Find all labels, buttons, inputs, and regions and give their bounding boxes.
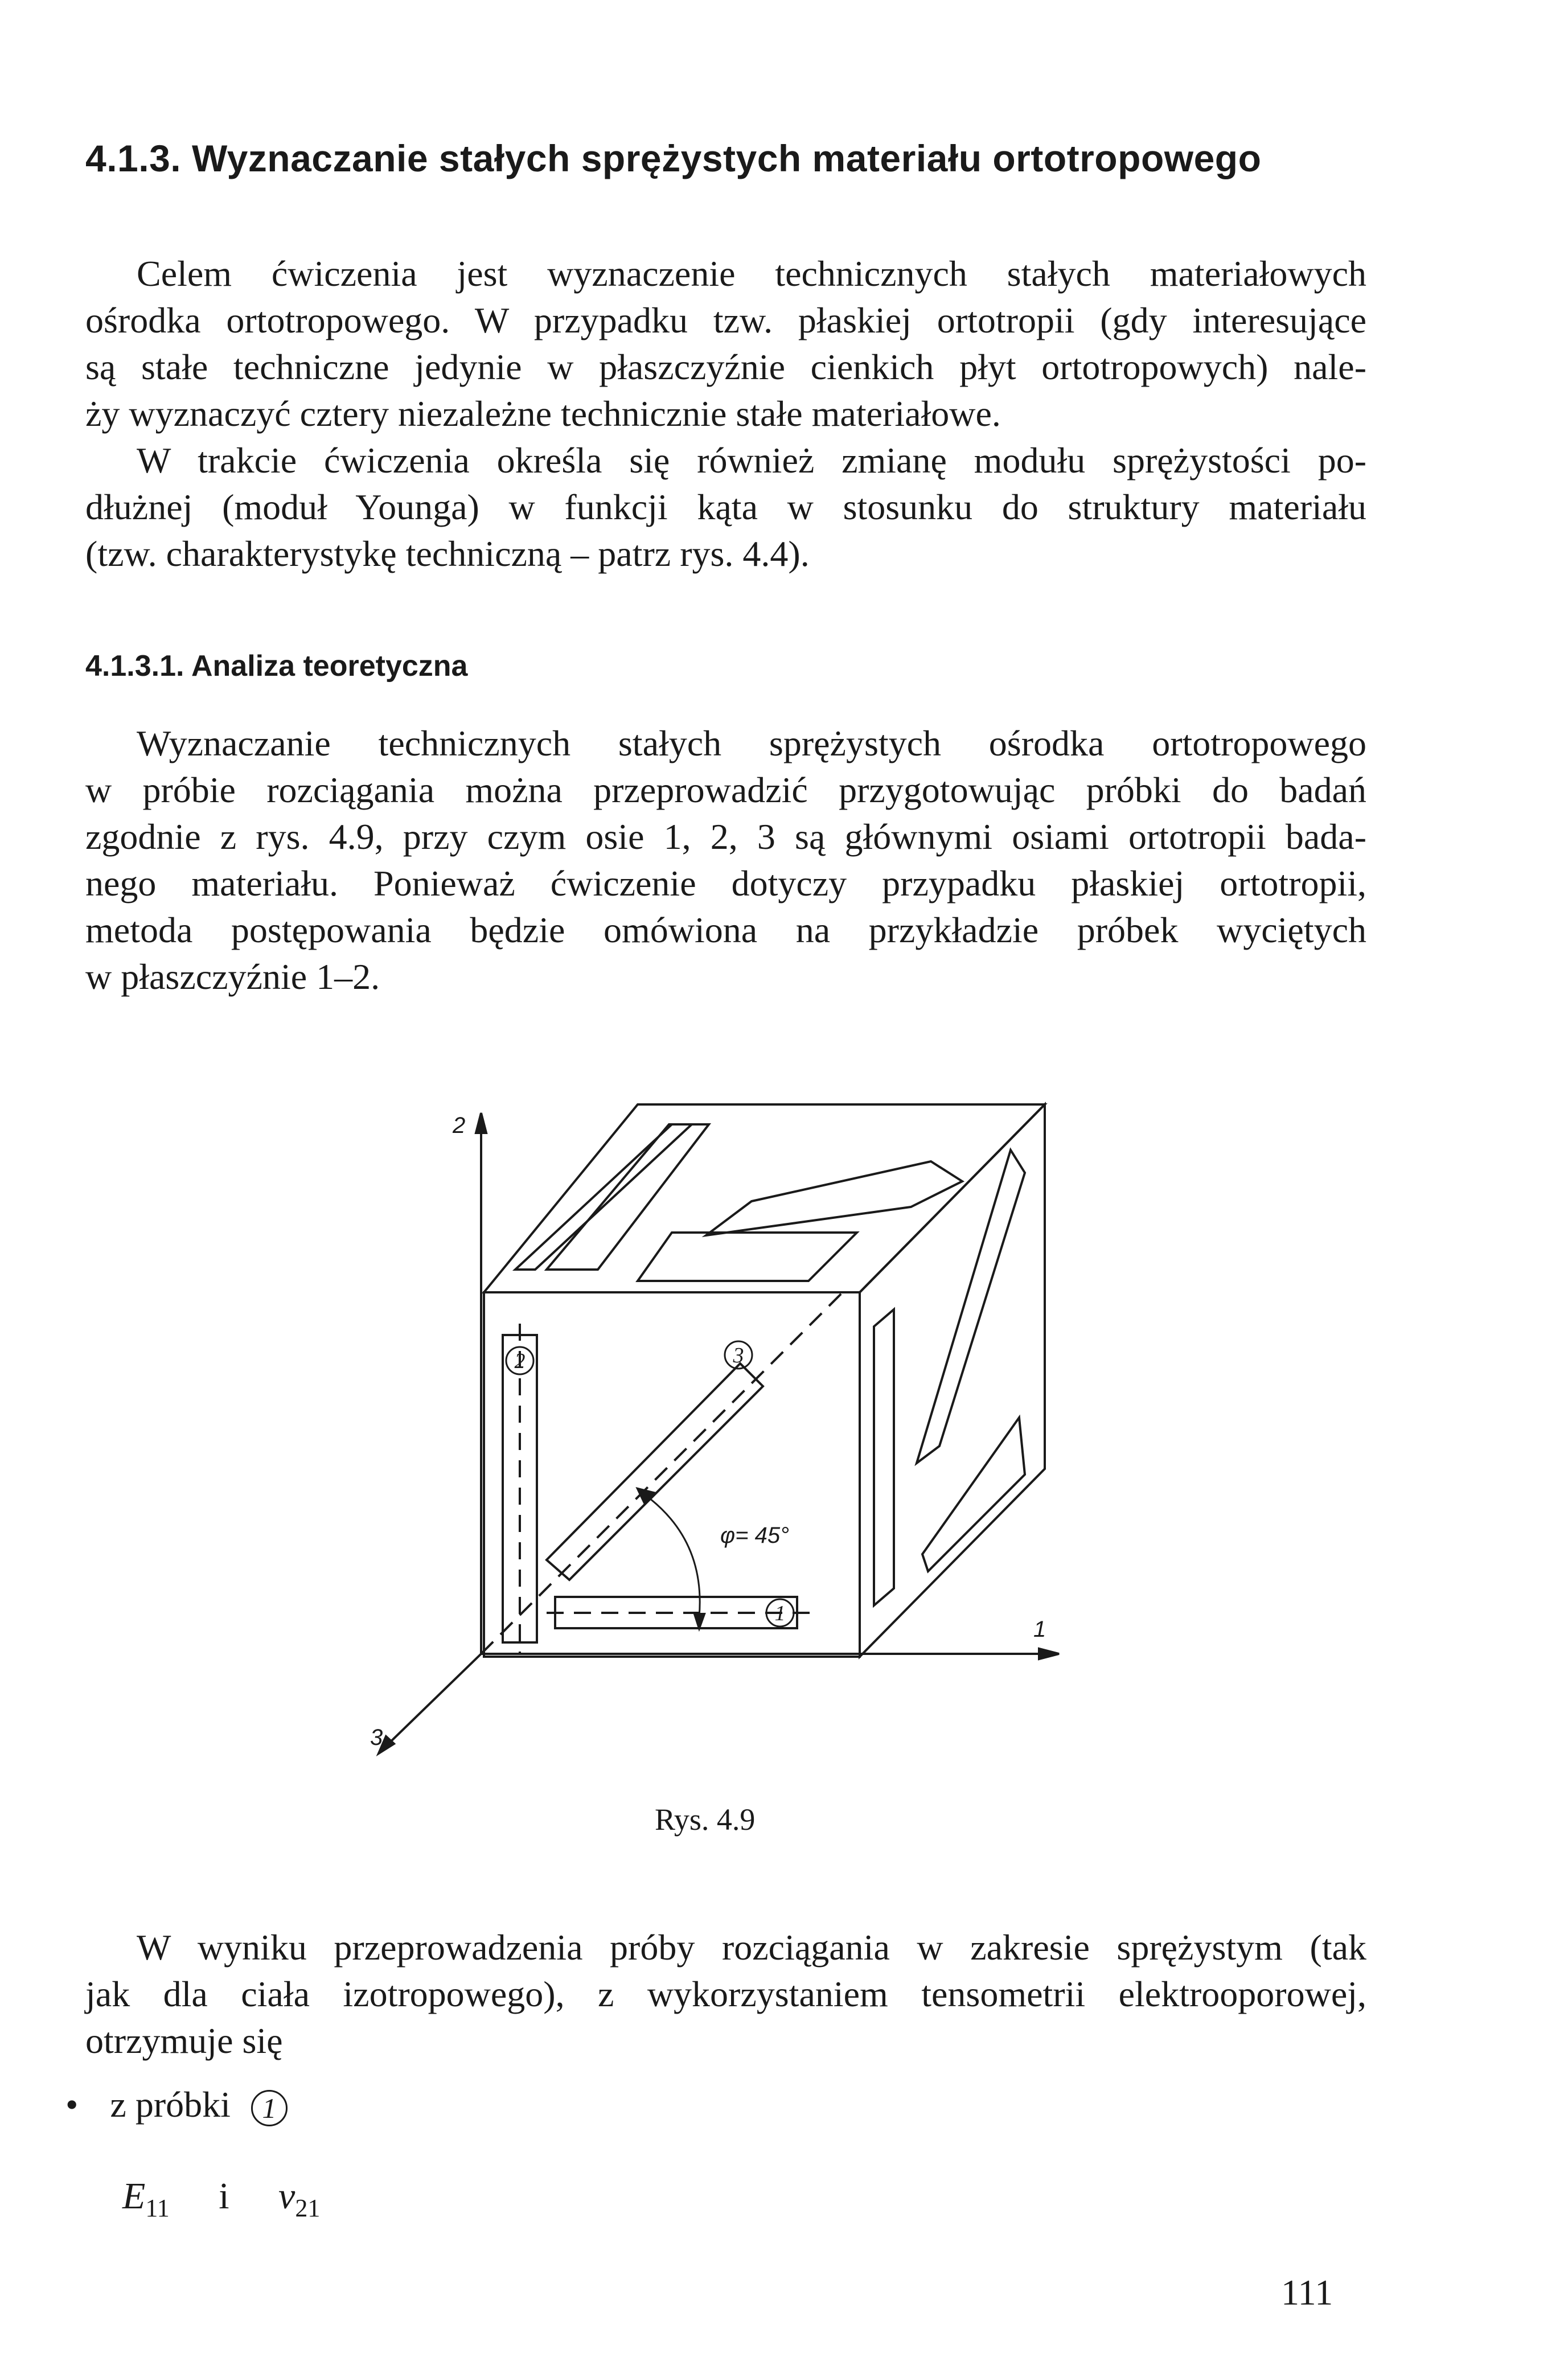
right-strip bbox=[874, 1309, 894, 1605]
sample-3-axis bbox=[481, 1292, 843, 1654]
right-strip bbox=[922, 1418, 1025, 1571]
intro-paragraph bbox=[85, 250, 1366, 437]
text-line: metoda postępowania będzie omówiona na przykładzie próbek wyciętych bbox=[85, 910, 1366, 950]
text-line: otrzymuje się bbox=[85, 2020, 283, 2061]
text-line: nego materiału. Ponieważ ćwiczenie dotyczy przypadku płaskiej ortotropii, bbox=[85, 863, 1366, 903]
axis-2-label: 2 bbox=[453, 1113, 466, 1138]
sample-2-label: 2 bbox=[514, 1349, 526, 1373]
bullet-marker: • bbox=[65, 2084, 79, 2125]
second-paragraph bbox=[85, 437, 1366, 577]
axis-3-label: 3 bbox=[370, 1725, 383, 1750]
top-strip bbox=[706, 1161, 962, 1235]
axis-3-line bbox=[384, 1654, 481, 1748]
nu-subscript: 21 bbox=[295, 2194, 321, 2223]
text-line: w płaszczyźnie 1–2. bbox=[85, 956, 380, 997]
top-strip bbox=[638, 1233, 857, 1281]
text-line: zgodnie z rys. 4.9, przy czym osie 1, 2, 3 są głównymi osiami ortotropii bada- bbox=[85, 816, 1366, 857]
sample-1-label: 1 bbox=[774, 1601, 786, 1625]
page-number: 111 bbox=[1281, 2272, 1333, 2313]
bullet-text: z próbki bbox=[110, 2084, 231, 2125]
section-heading: 4.1.3. Wyznaczanie stałych sprężystych materiału ortotropowego bbox=[85, 137, 1262, 179]
e-subscript: 11 bbox=[145, 2194, 170, 2223]
axis-1-label: 1 bbox=[1033, 1617, 1046, 1642]
text-line: w próbie rozciągania można przeprowadzić przygotowując próbki do badań bbox=[85, 770, 1366, 810]
sample-1 bbox=[555, 1597, 797, 1628]
angle-arrow-top bbox=[638, 1489, 654, 1503]
formula bbox=[122, 2175, 320, 2223]
figure-caption: Rys. 4.9 bbox=[655, 1802, 756, 1837]
angle-label: φ= 45° bbox=[720, 1523, 790, 1548]
result-paragraph bbox=[85, 1924, 1366, 2064]
bullet-item bbox=[65, 2084, 288, 2126]
cube-figure bbox=[342, 1082, 1139, 1793]
text-line: są stałe techniczne jedynie w płaszczyźnie cienkich płyt ortotropowych) nale- bbox=[85, 347, 1366, 387]
cube-front-face bbox=[484, 1292, 860, 1657]
text-line: (tzw. charakterystykę techniczną – patrz rys. 4.4). bbox=[85, 533, 810, 574]
axis-1-arrow bbox=[1039, 1649, 1059, 1659]
analysis-paragraph bbox=[85, 720, 1366, 1000]
text-line: ży wyznaczyć cztery niezależne technicznie stałe materiałowe. bbox=[85, 393, 1001, 434]
top-strip bbox=[547, 1124, 709, 1270]
text-line: W trakcie ćwiczenia określa się również zmianę modułu sprężystości po- bbox=[137, 440, 1366, 480]
conjunction: i bbox=[219, 2175, 229, 2217]
angle-arrow-bottom bbox=[695, 1614, 704, 1628]
nu-symbol: ν bbox=[278, 2175, 295, 2217]
axis-2-arrow bbox=[476, 1113, 486, 1133]
text-line: W wyniku przeprowadzenia próby rozciągania w zakresie sprężystym (tak bbox=[137, 1927, 1366, 1968]
subsection-heading: 4.1.3.1. Analiza teoretyczna bbox=[85, 650, 468, 683]
sample-3-label: 3 bbox=[733, 1344, 744, 1367]
text-line: Celem ćwiczenia jest wyznaczenie technicznych stałych materiałowych bbox=[137, 253, 1366, 294]
text-line: Wyznaczanie technicznych stałych sprężystych ośrodka ortotropowego bbox=[137, 723, 1366, 763]
text-line: dłużnej (moduł Younga) w funkcji kąta w stosunku do struktury materiału bbox=[85, 487, 1366, 527]
e-symbol: E bbox=[122, 2175, 146, 2217]
text-line: jak dla ciała izotropowego), z wykorzystaniem tensometrii elektrooporowej, bbox=[85, 1974, 1366, 2014]
bullet-sample-circle: 1 bbox=[251, 2090, 288, 2126]
text-line: ośrodka ortotropowego. W przypadku tzw. płaskiej ortotropii (gdy interesujące bbox=[85, 300, 1366, 340]
